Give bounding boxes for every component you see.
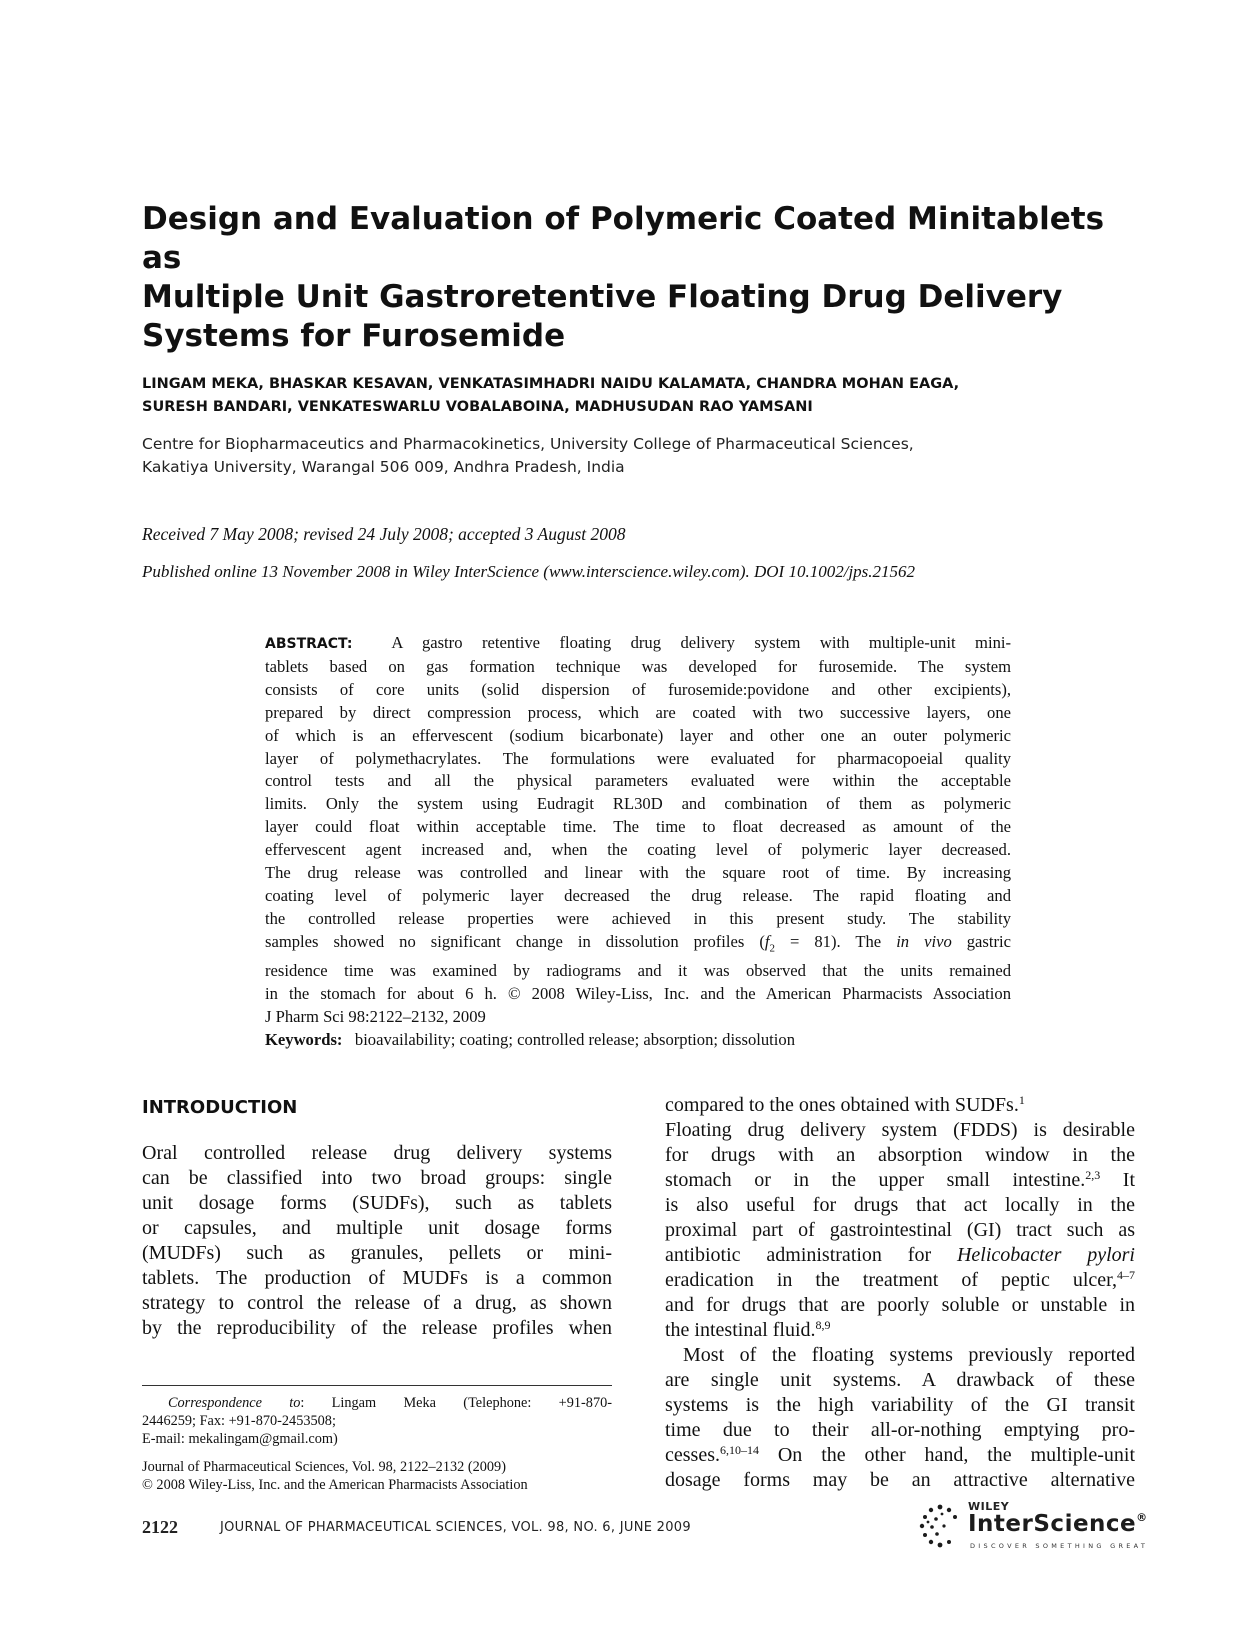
abstract-line: of which is an effervescent (sodium bicarbonate) layer and other one an outer polymeric [265,725,1011,745]
received-dates: Received 7 May 2008; revised 24 July 2008; accepted 3 August 2008 [142,524,626,544]
body-line: systems is the high variability of the GI transit [665,1394,1135,1416]
body-line: proximal part of gastrointestinal (GI) tract such as [665,1219,1135,1241]
abstract-line: layer could float within acceptable time. The time to float decreased as amount of the [265,817,1011,837]
body-line: compared to the ones obtained with SUDFs.$^1$ [665,1093,1025,1116]
body-line: and for drugs that are poorly soluble or unstable in [665,1294,1135,1316]
section-heading-introduction: INTRODUCTION [142,1097,298,1118]
body-line: antibiotic administration for Helicobacter pylori [665,1244,1135,1266]
affiliation [142,433,1142,479]
publication-info: Published online 13 November 2008 in Wiley InterScience (www.interscience.wiley.com). DOI 10.1002/jps.21562 [142,562,916,581]
author-line: SURESH BANDARI, VENKATESWARLU VOBALABOINA, MADHUSUDAN RAO YAMSANI [142,399,813,415]
abstract-line: The drug release was controlled and linear with the square root of time. By increasing [265,863,1011,883]
title-line: Systems for Furosemide [142,318,566,354]
abstract-line: the controlled release properties were achieved in this present study. The stability [265,908,1011,928]
body-line: for drugs with an absorption window in the [665,1144,1135,1166]
body-line: dosage forms may be an attractive alternative [665,1469,1135,1491]
abstract-line: in the stomach for about 6 h. © 2008 Wiley-Liss, Inc. and the American Pharmacists Association [265,983,1011,1003]
abstract [265,632,1011,1052]
body-line: tablets. The production of MUDFs is a common [142,1267,612,1289]
abstract-line: coating level of polymeric layer decreased the drug release. The rapid floating and [265,885,1011,905]
wiley-interscience-logo [910,1500,1149,1556]
body-line: Most of the floating systems previously reported [683,1344,1135,1366]
logo-tagline: DISCOVER SOMETHING GREAT [970,1542,1149,1550]
body-line: eradication in the treatment of peptic ulcer,$^{4-7}$ [665,1268,1135,1291]
keywords-label: Keywords: [265,1029,343,1049]
running-footer-journal: JOURNAL OF PHARMACEUTICAL SCIENCES, VOL. 98, NO. 6, JUNE 2009 [220,1520,691,1535]
abstract-line: prepared by direct compression process, which are coated with two successive layers, one [265,702,1011,722]
intro-right-column [665,1093,1135,1493]
body-line: the intestinal fluid.$^{8,9}$ [665,1318,831,1341]
body-line: or capsules, and multiple unit dosage forms [142,1217,612,1239]
journal-footnote [142,1458,612,1494]
intro-left-column [142,1141,612,1341]
brand-name: InterScience® [968,1511,1148,1537]
article-title [142,200,1142,356]
body-line: is also useful for drugs that act locally in the [665,1194,1135,1216]
footnote-line: 2446259; Fax: +91-870-2453508; [142,1413,336,1429]
abstract-citation: J Pharm Sci 98:2122–2132, 2009 [265,1006,486,1026]
title-line: Multiple Unit Gastroretentive Floating Drug Delivery [142,279,1063,315]
body-line: stomach or in the upper small intestine.$^{2,3}$ It [665,1168,1136,1191]
footnote-line: Journal of Pharmaceutical Sciences, Vol. 98, 2122–2132 (2009) [142,1459,506,1475]
footnote-line: E-mail: mekalingam@gmail.com) [142,1431,338,1447]
footnote-line: Correspondence to: Lingam Meka (Telephone: +91-870- [168,1395,613,1411]
correspondence-footnote [142,1394,612,1448]
publisher-name: WILEY [968,1500,1010,1513]
body-line: unit dosage forms (SUDFs), such as tablets [142,1192,612,1214]
body-line: (MUDFs) such as granules, pellets or mini- [142,1242,612,1264]
dotted-globe-icon [916,1502,964,1550]
keywords-list: bioavailability; coating; controlled release; absorption; dissolution [354,1029,795,1049]
body-line: are single unit systems. A drawback of these [665,1369,1135,1391]
author-list [142,373,1142,419]
body-line: Oral controlled release drug delivery systems [142,1142,612,1164]
keywords [265,1029,1011,1052]
affiliation-line: Kakatiya University, Warangal 506 009, Andhra Pradesh, India [142,458,625,476]
footnote-line: © 2008 Wiley-Liss, Inc. and the American Pharmacists Association [142,1477,528,1493]
body-line: cesses.$^{6,10-14}$ On the other hand, the multiple-unit [665,1443,1135,1466]
abstract-line: consists of core units (solid dispersion of furosemide:povidone and other excipients), [265,679,1011,699]
author-line: LINGAM MEKA, BHASKAR KESAVAN, VENKATASIMHADRI NAIDU KALAMATA, CHANDRA MOHAN EAGA, [142,376,960,392]
abstract-line: effervescent agent increased and, when the coating level of polymeric layer decreased. [265,840,1011,860]
page-number: 2122 [142,1517,178,1537]
abstract-line: tablets based on gas formation technique was developed for furosemide. The system [265,656,1011,676]
body-line: by the reproducibility of the release profiles when [142,1317,612,1339]
body-line: time due to their all-or-nothing emptying pro- [665,1419,1135,1441]
abstract-line: samples showed no significant change in dissolution profiles $(f_2 = 81)$. The in vivo gastric [265,931,1011,955]
abstract-label: ABSTRACT: [265,636,353,652]
body-line: strategy to control the release of a drug, as shown [142,1292,612,1314]
abstract-line: A gastro retentive floating drug delivery system with multiple-unit mini- [391,633,1011,652]
affiliation-line: Centre for Biopharmaceutics and Pharmacokinetics, University College of Pharmaceutical Sciences, [142,435,914,453]
body-line: can be classified into two broad groups: single [142,1167,612,1189]
abstract-line: residence time was examined by radiograms and it was observed that the units remained [265,961,1011,980]
abstract-line: control tests and all the physical parameters evaluated were within the acceptable [265,771,1011,791]
abstract-line: limits. Only the system using Eudragit RL30D and combination of them as polymeric [265,794,1011,814]
body-line: Floating drug delivery system (FDDS) is desirable [665,1119,1135,1141]
footnote-divider [142,1385,612,1386]
abstract-line: layer of polymethacrylates. The formulations were evaluated for pharmacopoeial quality [265,748,1011,768]
title-line: Design and Evaluation of Polymeric Coated Minitablets as [142,201,1105,276]
